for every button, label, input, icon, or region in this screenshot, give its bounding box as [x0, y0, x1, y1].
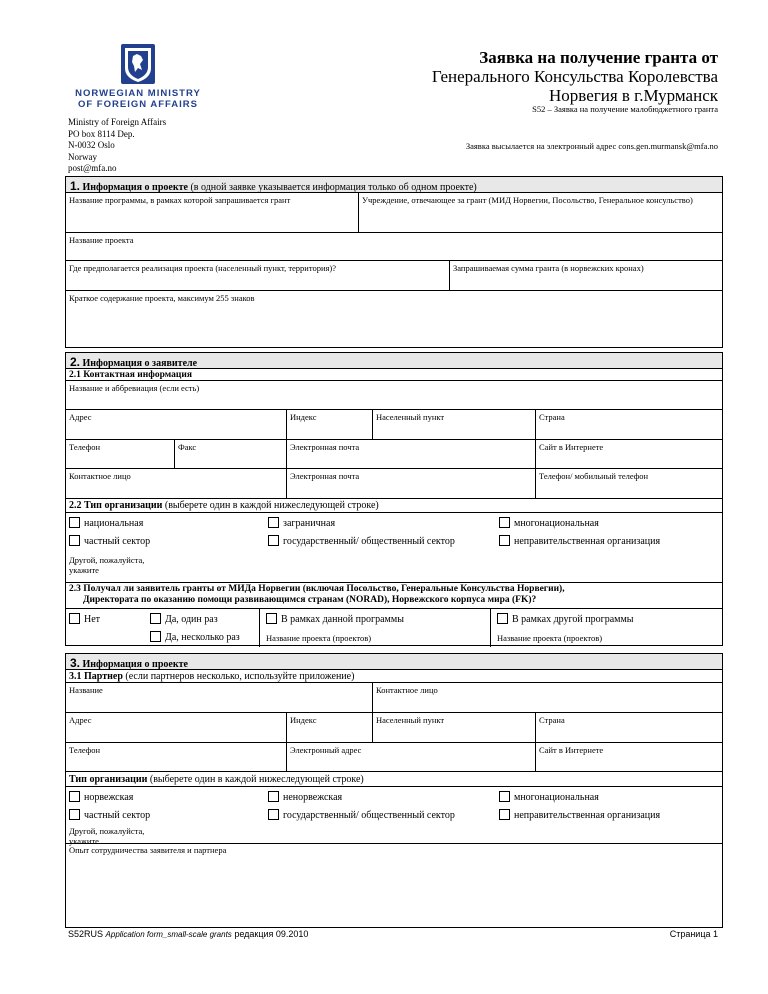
footer-form-id: S52RUS Application form_small-scale grants редакция 09.2010 — [68, 929, 309, 939]
website-field[interactable]: Сайт в Интернете — [535, 440, 722, 468]
checkbox-partner-private[interactable]: частный сектор — [69, 809, 150, 822]
checkbox-no[interactable]: Нет — [69, 613, 100, 626]
coat-of-arms-icon — [121, 44, 155, 84]
submit-note: Заявка высылается на электронный адрес cons.gen.murmansk@mfa.no — [465, 141, 718, 151]
checkbox-other-program[interactable]: В рамках другой программы — [497, 613, 634, 626]
city-field[interactable]: Населенный пункт — [372, 410, 535, 439]
phone-field[interactable]: Телефон — [69, 442, 101, 452]
page-title: Заявка на получение гранта от Генерального Консульства Королевства Норвегия в г.Мурманск — [431, 48, 718, 105]
subsection-2-3: 2.3 Получал ли заявитель гранты от МИДа Норвегии (включая Посольство, Генеральные Консульства Норвегии), Директората по оказанию помощи развивающимся странам (NORAD), Норвежского корпуса мира (FK)? — [66, 583, 722, 609]
partner-contact-field[interactable]: Контактное лицо — [372, 683, 722, 712]
checkbox-partner-state[interactable]: государственный/ общественный сектор — [268, 809, 455, 822]
project-name-field[interactable]: Название проекта — [69, 235, 134, 245]
logo — [68, 44, 208, 110]
section-1-header: 1. Информация о проекте (в одной заявке указывается информация только об одном проекте) — [66, 177, 722, 193]
divider — [259, 609, 260, 647]
program-name-field[interactable]: Название программы, в рамках которой запрашивается грант — [69, 195, 291, 205]
partner-org-type-options — [66, 787, 722, 844]
fax-field[interactable]: Факс — [174, 440, 286, 468]
partner-other-type-field[interactable]: Другой, пожалуйста, укажите — [69, 826, 145, 846]
checkbox-partner-ngo[interactable]: неправительственная организация — [499, 809, 660, 822]
org-type-options — [66, 513, 722, 583]
contact-email-field[interactable]: Электронная почта — [286, 469, 535, 498]
project-names-field-2[interactable]: Название проекта (проектов) — [497, 633, 603, 643]
section-2-header: 2. Информация о заявителе — [66, 353, 722, 369]
checkbox-multinational[interactable]: многонациональная — [499, 517, 599, 530]
divider — [490, 609, 491, 647]
subsection-2-1: 2.1 Контактная информация — [66, 369, 722, 381]
country-field[interactable]: Страна — [535, 410, 722, 439]
cooperation-experience-field[interactable]: Опыт сотрудничества заявителя и партнера — [69, 845, 227, 855]
partner-phone-field[interactable]: Телефон — [69, 745, 101, 755]
subsection-2-2: 2.2 Тип организации (выберете один в каждой нижеследующей строке) — [66, 499, 722, 513]
partner-org-type-header: Тип организации (выберете один в каждой нижеследующей строке) — [66, 772, 722, 787]
checkbox-national[interactable]: национальная — [69, 517, 143, 530]
project-names-field-1[interactable]: Название проекта (проектов) — [266, 633, 372, 643]
contact-person-field[interactable]: Контактное лицо — [69, 471, 131, 481]
partner-website-field[interactable]: Сайт в Интернете — [535, 743, 722, 771]
ministry-name: NORWEGIAN MINISTRY OF FOREIGN AFFAIRS — [75, 88, 201, 110]
index-field[interactable]: Индекс — [286, 410, 372, 439]
address-field[interactable]: Адрес — [69, 412, 92, 422]
page-number: Страница 1 — [669, 929, 718, 939]
checkbox-yes-many[interactable]: Да, несколько раз — [150, 631, 240, 644]
applicant-name-field[interactable]: Название и аббревиация (если есть) — [69, 383, 200, 393]
checkbox-partner-multinational[interactable]: многонациональная — [499, 791, 599, 804]
partner-address-field[interactable]: Адрес — [69, 715, 92, 725]
checkbox-state[interactable]: государственный/ общественный сектор — [268, 535, 455, 548]
checkbox-ngo[interactable]: неправительственная организация — [499, 535, 660, 548]
partner-index-field[interactable]: Индекс — [286, 713, 372, 742]
amount-field[interactable]: Запрашиваемая сумма гранта (в норвежских кронах) — [449, 261, 722, 290]
checkbox-yes-once[interactable]: Да, один раз — [150, 613, 218, 626]
partner-country-field[interactable]: Страна — [535, 713, 722, 742]
checkbox-within-program[interactable]: В рамках данной программы — [266, 613, 404, 626]
form-subtitle: S52 – Заявка на получение малобюджетного гранта — [532, 104, 718, 114]
partner-email-field[interactable]: Электронный адрес — [286, 743, 535, 771]
checkbox-private[interactable]: частный сектор — [69, 535, 150, 548]
ministry-address: Ministry of Foreign Affairs PO box 8114 Dep. N-0032 Oslo Norway post@mfa.no — [68, 117, 167, 173]
location-field[interactable]: Где предполагается реализация проекта (населенный пункт, территория)? — [69, 263, 337, 273]
summary-field[interactable]: Краткое содержание проекта, максимум 255 знаков — [69, 293, 255, 303]
subsection-3-1: 3.1 Партнер (если партнеров несколько, используйте приложение) — [66, 670, 722, 683]
partner-city-field[interactable]: Населенный пункт — [372, 713, 535, 742]
section-1 — [65, 176, 723, 348]
mobile-field[interactable]: Телефон/ мобильный телефон — [535, 469, 722, 498]
other-type-field[interactable]: Другой, пожалуйста, укажите — [69, 555, 145, 575]
institution-field[interactable]: Учреждение, отвечающее за грант (МИД Норвегии, Посольство, Генеральное консульство) — [358, 193, 722, 232]
checkbox-foreign[interactable]: заграничная — [268, 517, 335, 530]
email-field[interactable]: Электронная почта — [286, 440, 535, 468]
section-2 — [65, 352, 723, 646]
grants-received-options — [66, 609, 722, 647]
partner-name-field[interactable]: Название — [69, 685, 103, 695]
checkbox-norwegian[interactable]: норвежская — [69, 791, 133, 804]
checkbox-non-norwegian[interactable]: ненорвежская — [268, 791, 342, 804]
section-3 — [65, 653, 723, 928]
section-3-header: 3. Информация о проекте — [66, 654, 722, 670]
